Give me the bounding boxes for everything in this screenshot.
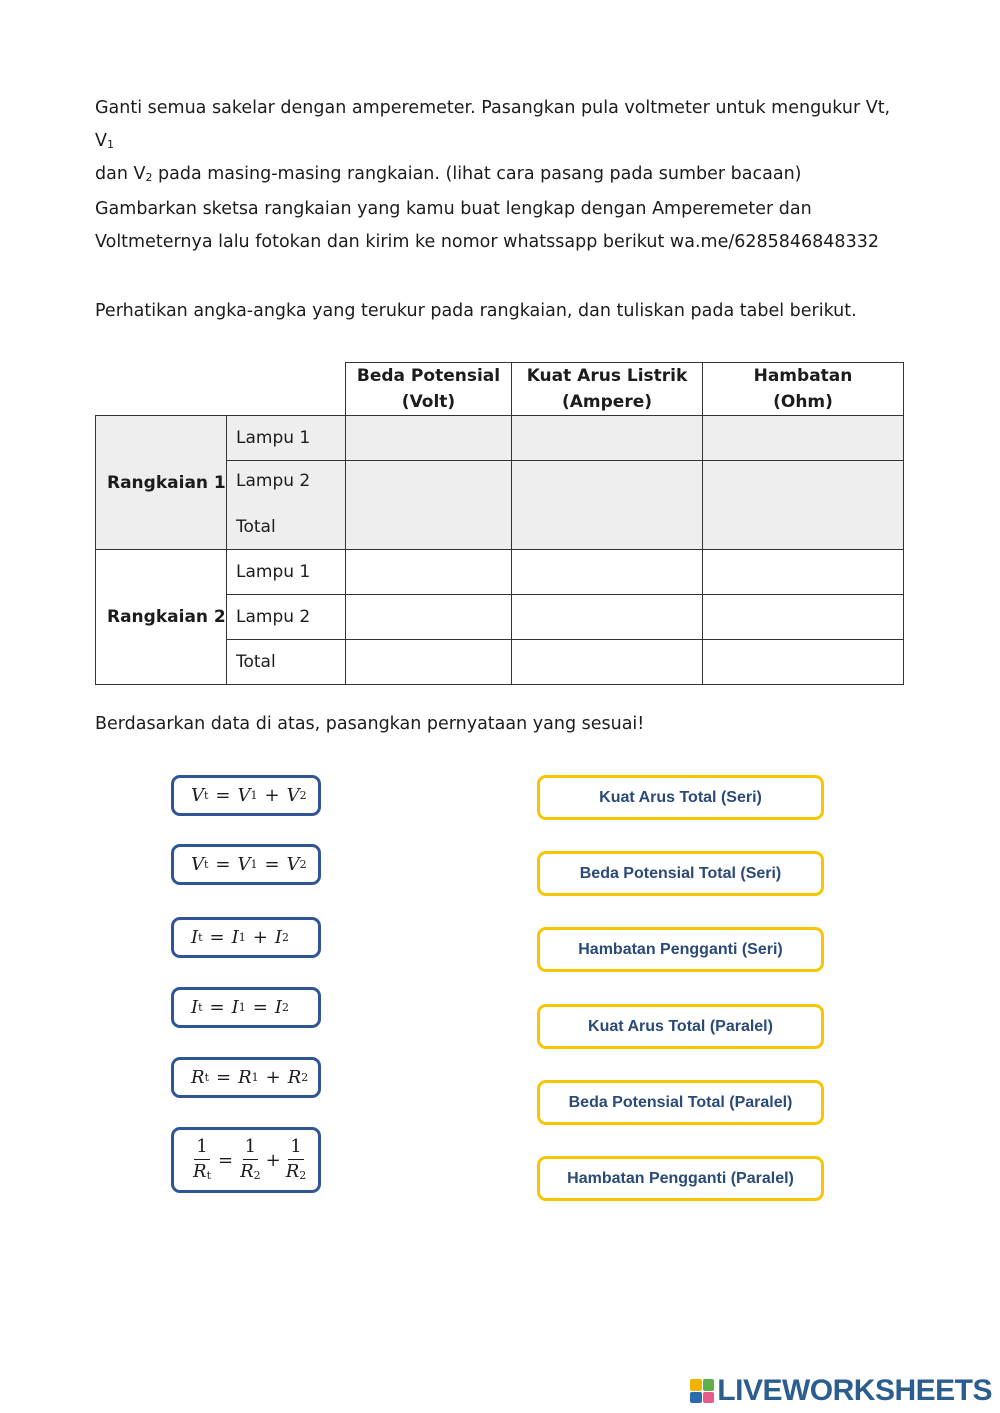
- formula-card-vt-parallel[interactable]: V t = V 1 = V 2: [171, 844, 321, 885]
- instruction-match-statements: Berdasarkan data di atas, pasangkan pernyataan yang sesuai!: [95, 714, 645, 734]
- statement-box-current-parallel[interactable]: Kuat Arus Total (Paralel): [537, 1004, 824, 1049]
- statement-box-resistance-parallel[interactable]: Hambatan Pengganti (Paralel): [537, 1156, 824, 1201]
- input-cell-voltage[interactable]: [346, 640, 512, 685]
- header-voltage: Beda Potensial (Volt): [346, 363, 512, 416]
- table-row: [96, 550, 904, 595]
- row-label: Total: [227, 640, 346, 685]
- liveworksheets-logo: [690, 1376, 992, 1406]
- input-cell-voltage[interactable]: [346, 550, 512, 595]
- input-cell-current[interactable]: [512, 595, 703, 640]
- input-cell-current[interactable]: [512, 640, 703, 685]
- row-label: Lampu 1: [227, 550, 346, 595]
- input-cell-current[interactable]: [512, 416, 703, 461]
- input-cell-resistance[interactable]: [703, 640, 904, 685]
- logo-text: LIVEWORKSHEETS: [717, 1374, 992, 1407]
- statement-box-resistance-series[interactable]: Hambatan Pengganti (Seri): [537, 927, 824, 972]
- row-label: Lampu 1: [227, 416, 346, 461]
- group-label-rangkaian-1: Rangkaian 1: [96, 416, 227, 550]
- table-header-row: [96, 363, 904, 416]
- input-cell-resistance[interactable]: [703, 595, 904, 640]
- instruction-fill-table: Perhatikan angka-angka yang terukur pada rangkaian, dan tuliskan pada tabel berikut.: [95, 301, 857, 321]
- formula-card-it-series[interactable]: I t = I 1 = I 2: [171, 987, 321, 1028]
- row-label: Lampu 2 Total: [227, 461, 346, 550]
- fraction-a: $\frac{1}{R_2}$: [240, 1136, 261, 1182]
- input-cell-resistance[interactable]: [703, 416, 904, 461]
- instruction-draw-sketch: Gambarkan sketsa rangkaian yang kamu buat lengkap dengan Amperemeter dan Voltmeternya lalu fotokan dan kirim ke nomor whatssapp berikut wa.me/6285846848332: [95, 199, 879, 252]
- statement-box-voltage-parallel[interactable]: Beda Potensial Total (Paralel): [537, 1080, 824, 1125]
- formula-card-rt-parallel[interactable]: $\frac{1}{R_t}$ = $\frac{1}{R_2}$ + $\frac{1}{R_2}$: [171, 1127, 321, 1193]
- blank-header-cell: [96, 363, 346, 416]
- formula-card-rt-series[interactable]: R t = R 1 + R 2: [171, 1057, 321, 1098]
- statement-box-voltage-series[interactable]: Beda Potensial Total (Seri): [537, 851, 824, 896]
- input-cell-voltage[interactable]: [346, 461, 512, 550]
- group-label-rangkaian-2: Rangkaian 2: [96, 550, 227, 685]
- input-cell-current[interactable]: [512, 461, 703, 550]
- instruction-replace-switches: Ganti semua sakelar dengan amperemeter. Pasangkan pula voltmeter untuk mengukur Vt, $V_1$ dan $V_2$ pada masing-masing rangkaian. (lihat cara pasang pada sumber bacaan): [95, 98, 891, 184]
- input-cell-voltage[interactable]: [346, 416, 512, 461]
- header-current: Kuat Arus Listrik (Ampere): [512, 363, 703, 416]
- liveworksheets-logo-icon: [690, 1379, 714, 1403]
- table-row: [96, 416, 904, 461]
- statement-box-current-series[interactable]: Kuat Arus Total (Seri): [537, 775, 824, 820]
- input-cell-current[interactable]: [512, 550, 703, 595]
- input-cell-resistance[interactable]: [703, 550, 904, 595]
- input-cell-voltage[interactable]: [346, 595, 512, 640]
- row-label: Lampu 2: [227, 595, 346, 640]
- header-resistance: Hambatan (Ohm): [703, 363, 904, 416]
- formula-card-vt-series[interactable]: V t = V 1 + V 2: [171, 775, 321, 816]
- fraction-lhs: $\frac{1}{R_t}$: [193, 1136, 211, 1182]
- measurement-table: [95, 362, 904, 685]
- formula-card-it-parallel[interactable]: I t = I 1 + I 2: [171, 917, 321, 958]
- input-cell-resistance[interactable]: [703, 461, 904, 550]
- fraction-b: $\frac{1}{R_2}$: [285, 1136, 307, 1182]
